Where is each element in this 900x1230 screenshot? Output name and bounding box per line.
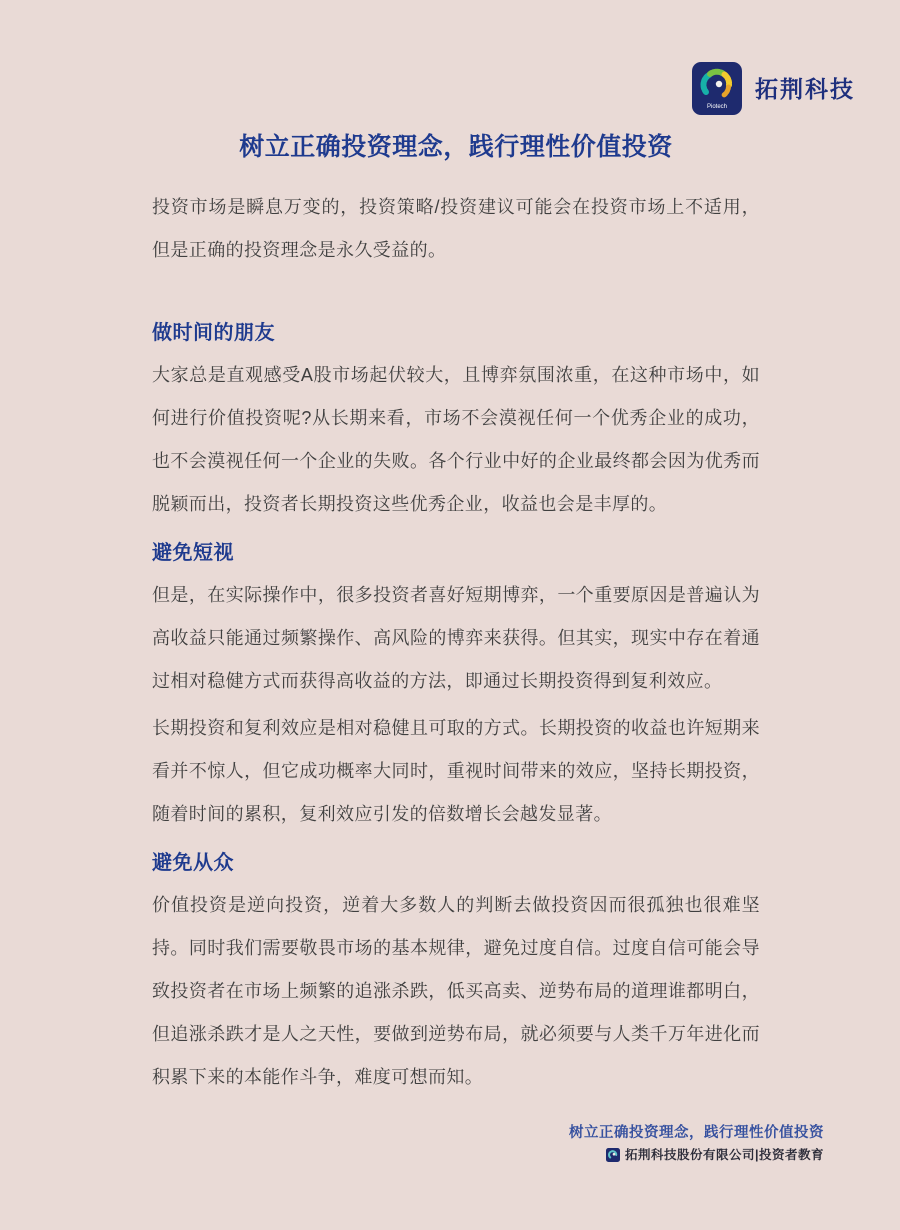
section-heading: 避免短视 (152, 542, 234, 564)
section-time-friend (152, 318, 760, 526)
footer-company-text: 拓荆科技股份有限公司|投资者教育 (625, 1148, 824, 1162)
section-paragraph: 长期投资和复利效应是相对稳健且可取的方式。长期投资的收益也许短期来看并不惊人，但它成功概率大同时，重视时间带来的效应，坚持长期投资，随着时间的累积，复利效应引发的倍数增长会越发显著。 (152, 718, 760, 824)
page-title: 树立正确投资理念，践行理性价值投资 (239, 133, 673, 161)
section-avoid-shortsight (152, 538, 760, 836)
page-footer (569, 1122, 824, 1164)
svg-text:Piotech: Piotech (706, 104, 728, 110)
footer-logo-icon (606, 1148, 620, 1162)
intro-paragraph: 投资市场是瞬息万变的，投资策略/投资建议可能会在投资市场上不适用，但是正确的投资理念是永久受益的。 (152, 197, 760, 260)
footer-company-line (569, 1146, 824, 1164)
footer-slogan: 树立正确投资理念，践行理性价值投资 (569, 1125, 824, 1141)
section-paragraph: 大家总是直观感受A股市场起伏较大，且博弈氛围浓重，在这种市场中，如何进行价值投资呢?从长期来看，市场不会漠视任何一个优秀企业的成功，也不会漠视任何一个企业的失败。各个行业中好的企业最终都会因为优秀而脱颖而出，投资者长期投资这些优秀企业，收益也会是丰厚的。 (152, 365, 760, 514)
section-avoid-herd (152, 848, 760, 1099)
section-heading: 做时间的朋友 (152, 322, 275, 344)
section-paragraph: 但是，在实际操作中，很多投资者喜好短期博弈，一个重要原因是普遍认为高收益只能通过频繁操作、高风险的博弈来获得。但其实，现实中存在着通过相对稳健方式而获得高收益的方法，即通过长期投资得到复利效应。 (152, 585, 760, 691)
section-paragraph: 价值投资是逆向投资，逆着大多数人的判断去做投资因而很孤独也很难坚持。同时我们需要敬畏市场的基本规律，避免过度自信。过度自信可能会导致投资者在市场上频繁的追涨杀跌，低买高卖、逆势布局的道理谁都明白，但追涨杀跌才是人之天性，要做到逆势布局，就必须要与人类千万年进化而积累下来的本能作斗争，难度可想而知。 (152, 895, 760, 1087)
brand-name-text: 拓荆科技 (755, 76, 855, 102)
section-heading: 避免从众 (152, 852, 234, 874)
article-content (152, 0, 760, 1099)
